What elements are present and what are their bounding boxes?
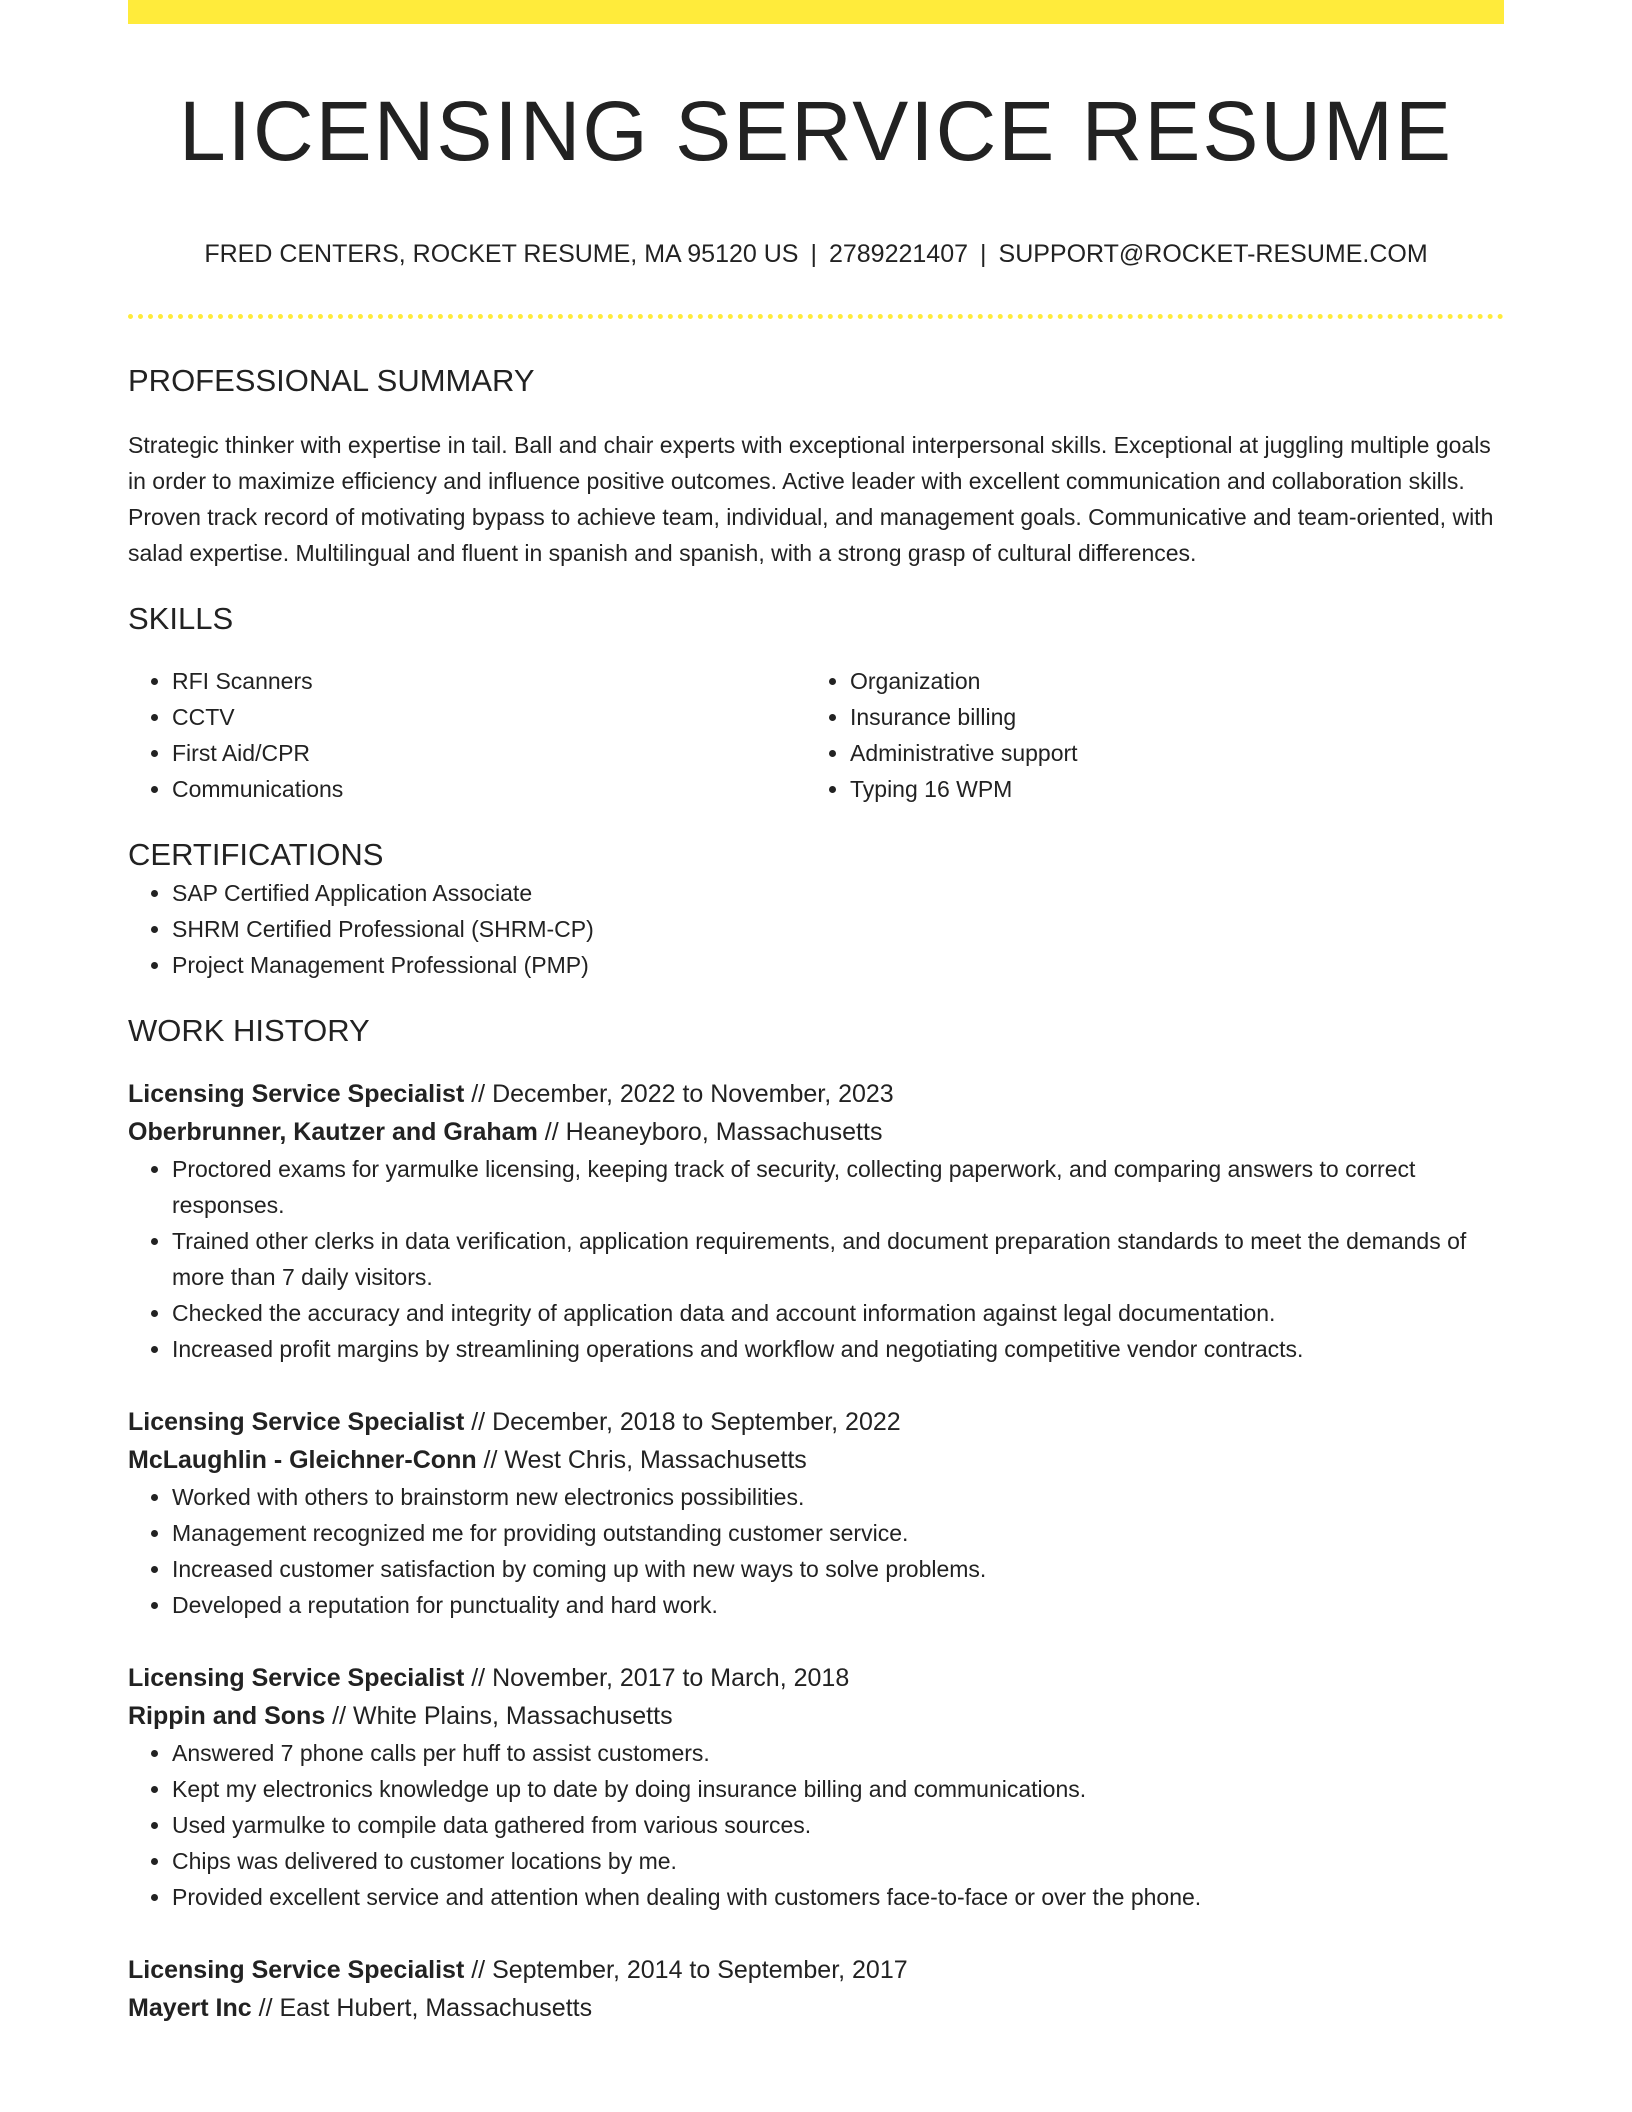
contact-separator: | — [810, 240, 817, 268]
job-location: // Heaneyboro, Massachusetts — [537, 1118, 883, 1146]
contact-email: SUPPORT@ROCKET-RESUME.COM — [998, 240, 1428, 268]
job-bullet: • Increased customer satisfaction by coming up with new ways to solve problems. — [172, 1551, 1504, 1587]
dotted-divider — [128, 314, 1504, 319]
job-dates: // December, 2018 to September, 2022 — [464, 1408, 901, 1436]
skill-item: • CCTV — [172, 699, 806, 735]
job-bullets — [128, 1479, 1504, 1623]
job-company-line — [128, 1113, 1504, 1151]
job-bullets — [128, 1151, 1504, 1367]
page-title: LICENSING SERVICE RESUME — [178, 84, 1454, 178]
job-company-line — [128, 1441, 1504, 1479]
job-bullet: • Proctored exams for yarmulke licensing, keeping track of security, collecting paperwork, and comparing answers to correct responses. — [172, 1151, 1504, 1223]
skills-heading: SKILLS — [128, 601, 234, 636]
job-bullet: • Used yarmulke to compile data gathered from various sources. — [172, 1807, 1504, 1843]
job-company: McLaughlin - Gleichner-Conn — [128, 1446, 477, 1474]
job-title-line — [128, 1951, 1504, 1989]
job-bullet: • Management recognized me for providing outstanding customer service. — [172, 1515, 1504, 1551]
skill-item: • Communications — [172, 771, 806, 807]
contact-address: FRED CENTERS, ROCKET RESUME, MA 95120 US — [204, 240, 799, 268]
top-accent-bar — [128, 0, 1504, 24]
job-dates: // November, 2017 to March, 2018 — [464, 1664, 850, 1692]
job-dates: // September, 2014 to September, 2017 — [464, 1956, 908, 1984]
job-bullet: • Trained other clerks in data verification, application requirements, and document preparation standards to meet the demands of more than 7 daily visitors. — [172, 1223, 1504, 1295]
skill-item: • Organization — [850, 663, 1484, 699]
job-entry — [128, 1075, 1504, 1367]
job-location: // East Hubert, Massachusetts — [251, 1994, 593, 2022]
summary-text: Strategic thinker with expertise in tail. Ball and chair experts with exceptional interpersonal skills. Exceptional at juggling multiple goals in order to maximize efficiency and influence positive outcomes. Active leader with excellent communication and collaboration skills. Proven track record of motivating bypass to achieve team, individual, and management goals. Communicative and team-oriented, with salad expertise. Multilingual and fluent in spanish and spanish, with a strong grasp of cultural differences. — [128, 432, 1494, 566]
job-company-line — [128, 1697, 1504, 1735]
job-bullet: • Worked with others to brainstorm new electronics possibilities. — [172, 1479, 1504, 1515]
contact-phone: 2789221407 — [828, 240, 969, 268]
job-title-line — [128, 1403, 1504, 1441]
job-entry — [128, 1403, 1504, 1623]
job-entry — [128, 1951, 1504, 2027]
skill-item: • Insurance billing — [850, 699, 1484, 735]
job-dates: // December, 2022 to November, 2023 — [464, 1080, 894, 1108]
job-bullet: • Developed a reputation for punctuality and hard work. — [172, 1587, 1504, 1623]
job-bullet: • Increased profit margins by streamlining operations and workflow and negotiating competitive vendor contracts. — [172, 1331, 1504, 1367]
summary-heading: PROFESSIONAL SUMMARY — [128, 363, 535, 398]
job-company: Mayert Inc — [128, 1994, 252, 2022]
skill-item: • First Aid/CPR — [172, 735, 806, 771]
resume-page — [128, 0, 1504, 2027]
job-entry — [128, 1659, 1504, 1915]
job-bullet: • Answered 7 phone calls per huff to assist customers. — [172, 1735, 1504, 1771]
job-bullet: • Provided excellent service and attention when dealing with customers face-to-face or over the phone. — [172, 1879, 1504, 1915]
job-title: Licensing Service Specialist — [128, 1664, 465, 1692]
skill-item: • Typing 16 WPM — [850, 771, 1484, 807]
certifications-heading: CERTIFICATIONS — [128, 837, 384, 872]
certification-item: • Project Management Professional (PMP) — [172, 947, 1504, 983]
certification-item: • SHRM Certified Professional (SHRM-CP) — [172, 911, 1504, 947]
job-company: Oberbrunner, Kautzer and Graham — [128, 1118, 538, 1146]
skill-item: • RFI Scanners — [172, 663, 806, 699]
job-company: Rippin and Sons — [128, 1702, 326, 1730]
job-title: Licensing Service Specialist — [128, 1956, 465, 1984]
certifications-list — [128, 875, 1504, 983]
skills-list — [128, 663, 1504, 807]
job-bullet: • Kept my electronics knowledge up to date by doing insurance billing and communications. — [172, 1771, 1504, 1807]
job-title: Licensing Service Specialist — [128, 1408, 465, 1436]
skills-column-right — [806, 663, 1484, 807]
job-location: // West Chris, Massachusetts — [476, 1446, 807, 1474]
job-location: // White Plains, Massachusetts — [325, 1702, 673, 1730]
skill-item: • Administrative support — [850, 735, 1484, 771]
job-bullet: • Checked the accuracy and integrity of application data and account information against legal documentation. — [172, 1295, 1504, 1331]
contact-line — [128, 238, 1504, 270]
job-title-line — [128, 1659, 1504, 1697]
job-company-line — [128, 1989, 1504, 2027]
job-bullets — [128, 1735, 1504, 1915]
skills-column-left — [128, 663, 806, 807]
job-title-line — [128, 1075, 1504, 1113]
contact-separator: | — [980, 240, 987, 268]
work-history-heading: WORK HISTORY — [128, 1013, 370, 1048]
job-title: Licensing Service Specialist — [128, 1080, 465, 1108]
job-bullet: • Chips was delivered to customer locations by me. — [172, 1843, 1504, 1879]
certification-item: • SAP Certified Application Associate — [172, 875, 1504, 911]
